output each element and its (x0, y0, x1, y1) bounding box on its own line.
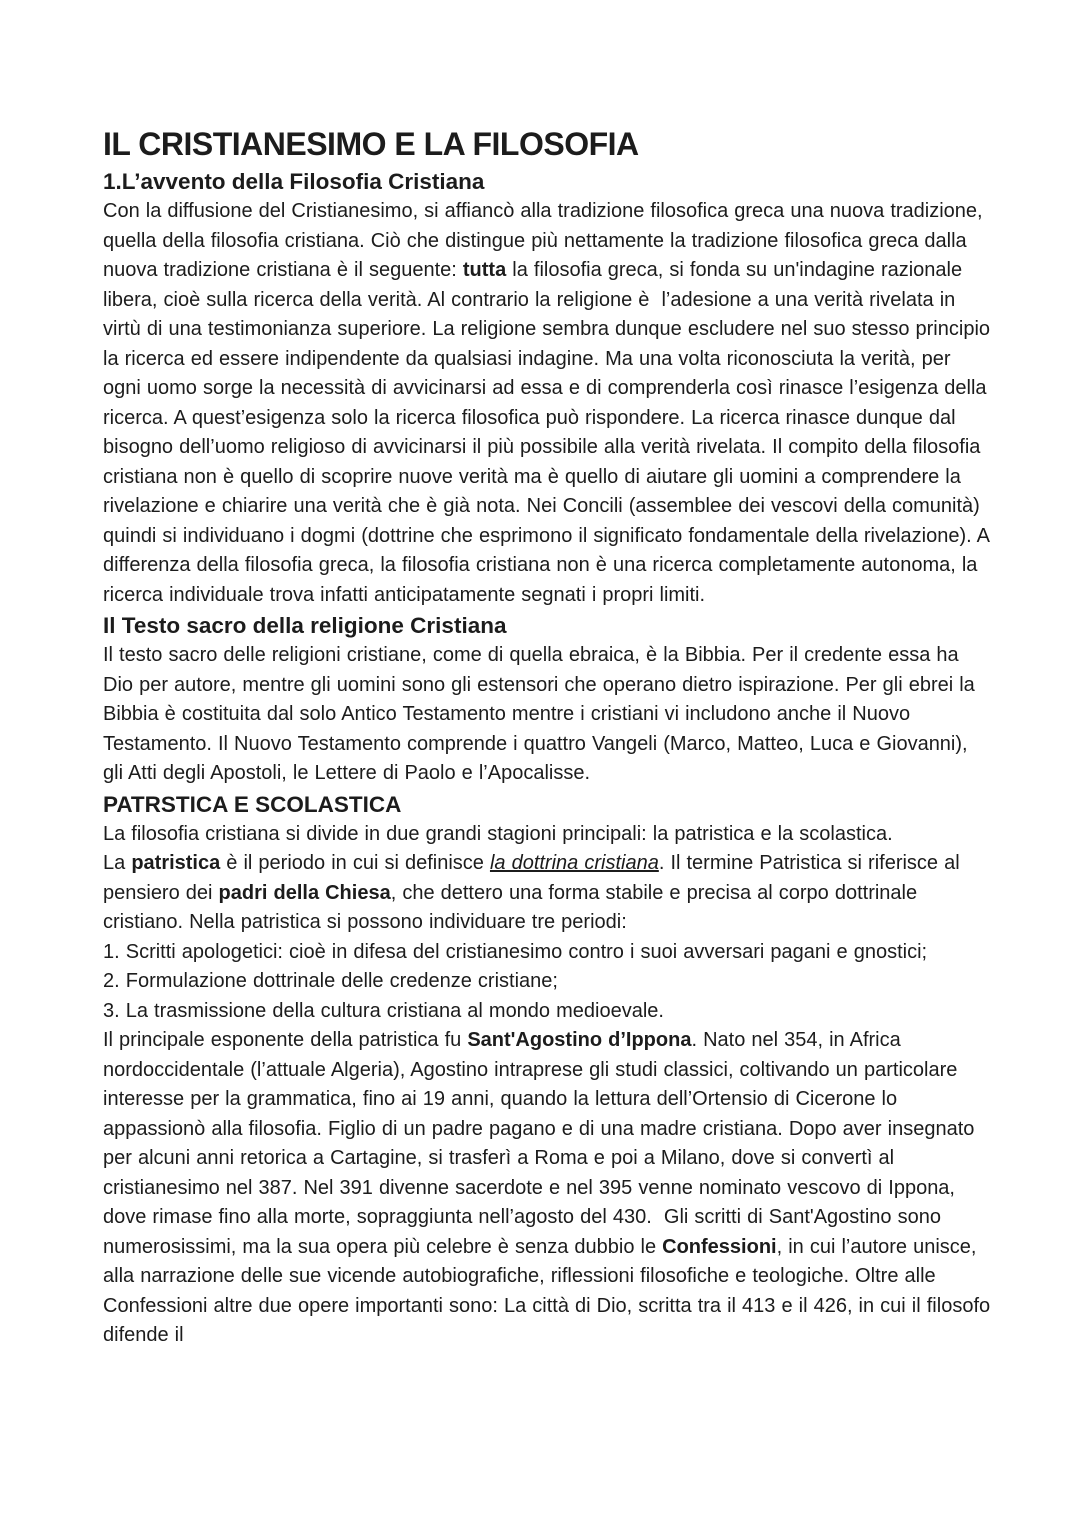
text-run: tutta (462, 259, 507, 281)
section (103, 610, 993, 789)
paragraph (103, 197, 993, 610)
text-run: La filosofia cristiana si divide in due grandi stagioni principali: la patristica e la scolastica. (103, 822, 893, 845)
text-run: la dottrina cristiana (489, 852, 659, 874)
text-run: , che dettero una forma stabile e precisa al corpo dottrinale cristiano. Nella patristica si possono individuare tre periodi: (103, 881, 918, 933)
text-run: 1. Scritti apologetici: cioè in difesa del cristianesimo contro i suoi avversari pagani e gnostici; (103, 940, 928, 963)
section-heading: Il Testo sacro della religione Cristiana (103, 613, 507, 638)
paragraph (103, 849, 993, 938)
document-body (103, 166, 993, 1351)
text-run: Confessioni (662, 1235, 777, 1258)
text-run: 2. Formulazione dottrinale delle credenze cristiane; (103, 970, 558, 992)
paragraph (103, 820, 993, 850)
text-run: è il periodo in cui si definisce (220, 852, 490, 874)
paragraph (103, 967, 993, 997)
text-run: , in cui l’autore unisce, alla narrazione delle sue vicende autobiografiche, riflessioni filosofiche e teologiche. Oltre alle Confessioni altre due opere importanti sono: La città di Dio, scritta tra il 413 e il 426, in cui il filosofo difende il (103, 1235, 991, 1346)
paragraph (103, 938, 993, 968)
section-heading: 1.L’avvento della Filosofia Cristiana (103, 169, 485, 194)
text-run: la filosofia greca, si fonda su un'indagine razionale libera, cioè sulla ricerca della verità. Al contrario la religione è l’adesione a una verità rivelata in virtù di una testimonianza superiore. La religione sembra dunque escludere nel suo stesso principio la ricerca ed essere indipendente da qualsiasi indagine. Ma una volta riconosciuta la verità, per ogni uomo sorge la necessità di avvicinarsi ad essa e di comprenderla così rinasce l’esigenza della ricerca. A quest’esigenza solo la ricerca filosofica può rispondere. La ricerca rinasce dunque dal bisogno dell’uomo religioso di avvicinarsi il più possibile alla verità rivelata. Il compito della filosofia cristiana non è quello di scoprire nuove verità ma è quello di aiutare gli uomini a comprendere la rivelazione e chiarire una verità che è già nota. Nei Concili (assemblee dei vescovi della comunità) quindi si individuano i dogmi (dottrine che esprimono il significato fondamentale della rivelazione). A differenza della filosofia greca, la filosofia cristiana non è una ricerca completamente autonoma, la ricerca individuale trova infatti anticipatamente segnati i propri limiti. (103, 259, 991, 606)
text-run: . Nato nel 354, in Africa nordoccidentale (l’attuale Algeria), Agostino intraprese gli studi classici, coltivando un particolare interesse per la grammatica, fino ai 19 anni, quando la lettura dell’Ortensio di Cicerone lo appassionò alla filosofia. Figlio di un padre pagano e di una madre cristiana. Dopo aver insegnato per alcuni anni retorica a Cartagine, si trasferì a Roma e poi a Milano, dove si convertì al cristianesimo nel 387. Nel 391 divenne sacerdote e nel 395 venne nominato vescovo di Ippona, dove rimase fino alla morte, sopraggiunta nell’agosto del 430. Gli scritti di Sant'Agostino sono numerosissimi, ma la sua opera più celebre è senza dubbio le (103, 1029, 975, 1258)
text-run: patristica (131, 852, 221, 874)
text-run: . Il termine Patristica si riferisce al pensiero dei (103, 852, 960, 904)
text-run: Sant'Agostino d’Ippona (467, 1029, 692, 1051)
text-run: Con la diffusione del Cristianesimo, si affiancò alla tradizione filosofica greca una nuova tradizione, quella della filosofia cristiana. Ciò che distingue più nettamente la tradizione filosofica greca dalla nuova tradizione cristiana è il seguente: (103, 200, 983, 281)
paragraph (103, 1026, 993, 1351)
text-run: La (103, 852, 132, 874)
text-run: 3. La trasmissione della cultura cristiana al mondo medioevale. (103, 999, 664, 1022)
text-run: Il testo sacro delle religioni cristiane, come di quella ebraica, è la Bibbia. Per il credente essa ha Dio per autore, mentre gli uomini sono gli estensori che operano dietro ispirazione. Per gli ebrei la Bibbia è costituita dal solo Antico Testamento mentre i cristiani vi includono anche il Nuovo Testamento. Il Nuovo Testamento comprende i quattro Vangeli (Marco, Matteo, Luca e Giovanni), gli Atti degli Apostoli, le Lettere di Paolo e l’Apocalisse. (103, 644, 975, 784)
section (103, 789, 993, 1351)
text-run: padri della Chiesa (218, 881, 391, 904)
section (103, 166, 993, 610)
document-title: IL CRISTIANESIMO E LA FILOSOFIA (103, 126, 639, 162)
paragraph (103, 641, 993, 789)
section-heading: PATRSTICA E SCOLASTICA (103, 791, 402, 817)
text-run: Il principale esponente della patristica fu (103, 1029, 468, 1051)
paragraph (103, 997, 993, 1027)
